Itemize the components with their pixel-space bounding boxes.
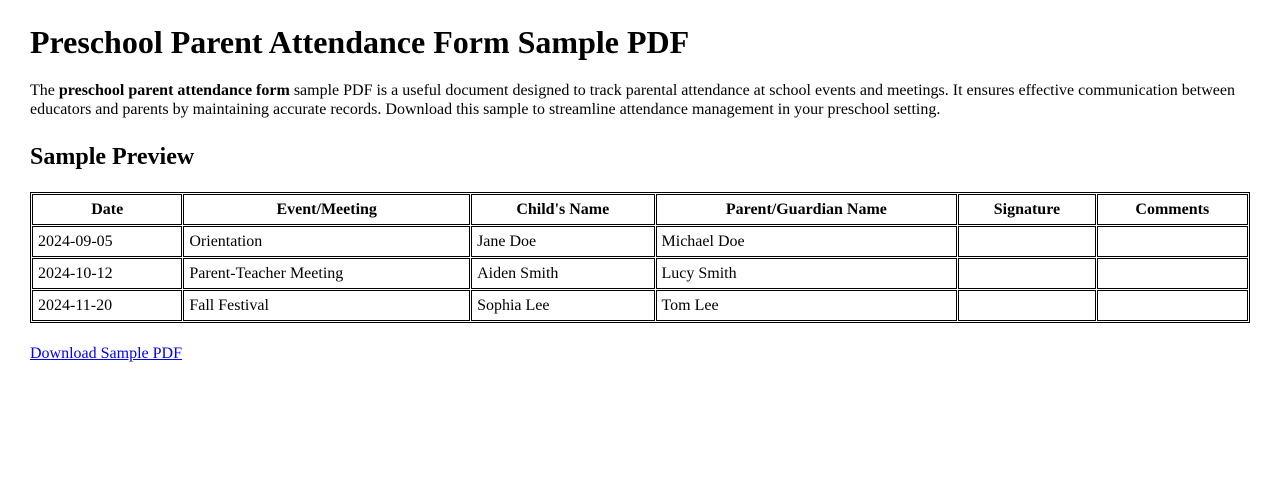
download-row [30,345,1250,363]
cell-comments [1097,290,1248,321]
page-title: Preschool Parent Attendance Form Sample PDF [30,24,690,60]
intro-paragraph [30,81,1238,119]
cell-event: Orientation [183,226,470,257]
download-sample-pdf-link[interactable]: Download Sample PDF [30,345,182,363]
cell-signature [958,290,1095,321]
table-row [32,290,1248,321]
column-header-signature: Signature [958,194,1095,225]
cell-parent: Tom Lee [656,290,958,321]
column-header-date: Date [32,194,182,225]
cell-parent: Lucy Smith [656,258,958,289]
column-header-event: Event/Meeting [183,194,470,225]
cell-event: Fall Festival [183,290,470,321]
cell-comments [1097,258,1248,289]
cell-date: 2024-11-20 [32,290,182,321]
column-header-parent: Parent/Guardian Name [656,194,958,225]
intro-text-lead: The [30,81,59,99]
cell-child: Aiden Smith [471,258,654,289]
cell-parent: Michael Doe [656,226,958,257]
intro-text-rest: sample PDF is a useful document designed to track parental attendance at school events and meetings. It ensures effective communication between educators and parents by maintaining accurate records. Download this sample to streamline attendance management in your preschool setting. [30,81,1235,118]
cell-child: Jane Doe [471,226,654,257]
cell-date: 2024-09-05 [32,226,182,257]
cell-child: Sophia Lee [471,290,654,321]
intro-text-bold: preschool parent attendance form [58,81,290,99]
column-header-comments: Comments [1097,194,1248,225]
cell-event: Parent-Teacher Meeting [183,258,470,289]
table-row [32,258,1248,289]
cell-date: 2024-10-12 [32,258,182,289]
cell-signature [958,226,1095,257]
column-header-child: Child's Name [471,194,654,225]
attendance-table [30,192,1250,323]
sample-preview-heading: Sample Preview [30,143,195,170]
table-row [32,226,1248,257]
table-header-row [32,194,1248,225]
cell-comments [1097,226,1248,257]
cell-signature [958,258,1095,289]
